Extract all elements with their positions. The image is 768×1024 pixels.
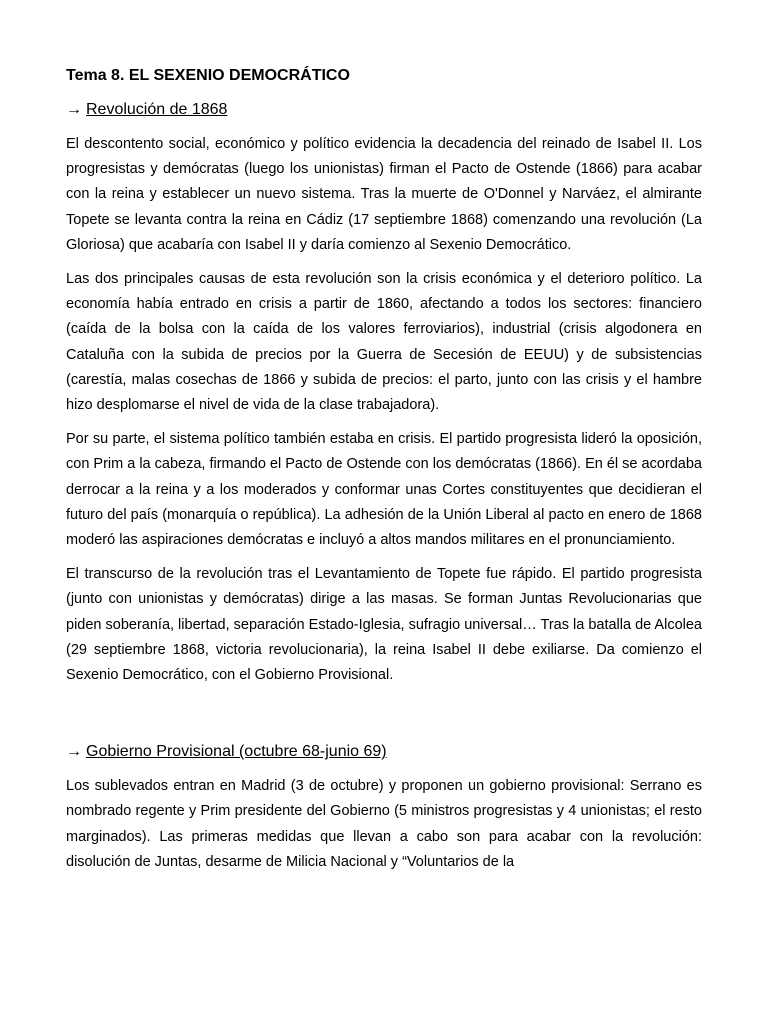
section-heading-text: Gobierno Provisional (octubre 68-junio 69) xyxy=(86,743,387,761)
section-heading xyxy=(66,100,702,120)
section-heading xyxy=(66,742,702,762)
section-spacer xyxy=(66,697,702,742)
section-gobierno-provisional xyxy=(66,742,702,875)
paragraph: Las dos principales causas de esta revolución son la crisis económica y el deterioro político. La economía había entrado en crisis a partir de 1860, afectando a todos los sectores: financiero (caída de la bolsa con la caída de los valores ferroviarios), industrial (crisis algodonera en Cataluña con la subida de precios por la Guerra de Secesión de EEUU) y de subsistencias (carestía, malas cosechas de 1866 y subida de precios: el parto, junto con las crisis y el hambre hizo desplomarse el nivel de vida de la clase trabajadora). xyxy=(66,271,702,414)
paragraph: Por su parte, el sistema político también estaba en crisis. El partido progresista lideró la oposición, con Prim a la cabeza, firmando el Pacto de Ostende con los demócratas (1866). En él se acordaba derrocar a la reina y a los moderados y conformar unas Cortes constituyentes que decidieran el futuro del país (monarquía o república). La adhesión de la Unión Liberal al pacto en enero de 1868 moderó las aspiraciones demócratas e incluyó a altos mandos militares en el pronunciamiento. xyxy=(66,431,702,549)
paragraph: El transcurso de la revolución tras el Levantamiento de Topete fue rápido. El partido progresista (junto con unionistas y demócratas) dirige a las masas. Se forman Juntas Revolucionarias que piden soberanía, libertad, separación Estado-Iglesia, sufragio universal… Tras la batalla de Alcolea (29 septiembre 1868, victoria revolucionaria), la reina Isabel II debe exiliarse. Da comienzo el Sexenio Democrático, con el Gobierno Provisional. xyxy=(66,566,702,684)
section-revolucion-1868 xyxy=(66,100,702,688)
arrow-right-icon: → xyxy=(66,743,82,761)
paragraph: El descontento social, económico y político evidencia la decadencia del reinado de Isabel II. Los progresistas y demócratas (luego los unionistas) firman el Pacto de Ostende (1866) para acabar con la reina y establecer un nuevo sistema. Tras la muerte de O'Donnel y Narváez, el almirante Topete se levanta contra la reina en Cádiz (17 septiembre 1868) comenzando una revolución (La Gloriosa) que acabaría con Isabel II y daría comienzo al Sexenio Democrático. xyxy=(66,136,702,253)
arrow-right-icon: → xyxy=(66,101,82,118)
paragraph: Los sublevados entran en Madrid (3 de octubre) y proponen un gobierno provisional: Serrano es nombrado regente y Prim presidente del Gobierno (5 ministros progresistas y 4 unionistas; el resto marginados). Las primeras medidas que llevan a cabo son para acabar con la revolución: disolución de Juntas, desarme de Milicia Nacional y “Voluntarios de la xyxy=(66,778,702,870)
section-heading-text: Revolución de 1868 xyxy=(86,101,228,118)
document-title: Tema 8. EL SEXENIO DEMOCRÁTICO xyxy=(66,67,350,84)
